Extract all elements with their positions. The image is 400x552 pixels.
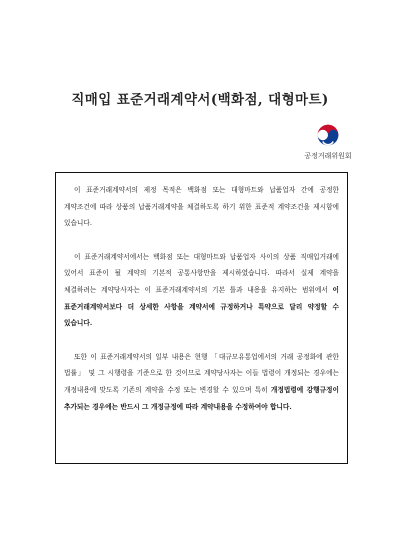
paragraph-emphasis: 이 표준거래계약서보다 더 상세한 사항을 계약서에 규정하거나 특약으로 달리 약정할 수 있습니다. <box>64 285 339 328</box>
taeguk-emblem-icon <box>315 122 341 148</box>
paragraph-law-revision <box>64 349 339 415</box>
paragraph-text: 이 표준거래계약서에서는 백화점 또는 대형마트와 납품업자 사이의 상품 직매입거래에 있어서 표준이 될 계약의 기본적 공통사항만을 제시하였습니다. 따라서 실제 계약을 체결하려는 계약당사자는 이 표준거래계약서의 기본 틀과 내용을 유지하는 범위에서 <box>64 252 339 294</box>
notice-box <box>55 172 348 464</box>
document-title: 직매입 표준거래계약서(백화점, 대형마트) <box>71 92 329 108</box>
ftc-logo <box>298 122 358 178</box>
paragraph-purpose <box>64 182 339 232</box>
paragraph-emphasis: 개정법령에 강행규정이 추가되는 경우에는 반드시 그 개정규정에 따라 계약내용을 수정하여야 합니다. <box>64 385 339 411</box>
paragraph-scope <box>64 249 339 332</box>
logo-caption: 공정거래위원회 <box>304 152 352 160</box>
paragraph-text: 이 표준거래계약서의 제정 목적은 백화점 또는 대형마트와 납품업자 간에 공정한 계약조건에 따라 상품의 납품거래계약을 체결하도록 하기 위한 표준적 계약조건을 제시함에 있습니다. <box>64 186 339 228</box>
paragraph-text: 또한 이 표준거래계약서의 일부 내용은 현행 「대규모유통업에서의 거래 공정화에 관한 법률」 및 그 시행령을 기준으로 한 것이므로 계약당사자는 이들 법령이 개정되는 경우에는 개정내용에 맞도록 기존의 계약을 수정 또는 변경할 수 있으며 특히 <box>64 352 339 394</box>
